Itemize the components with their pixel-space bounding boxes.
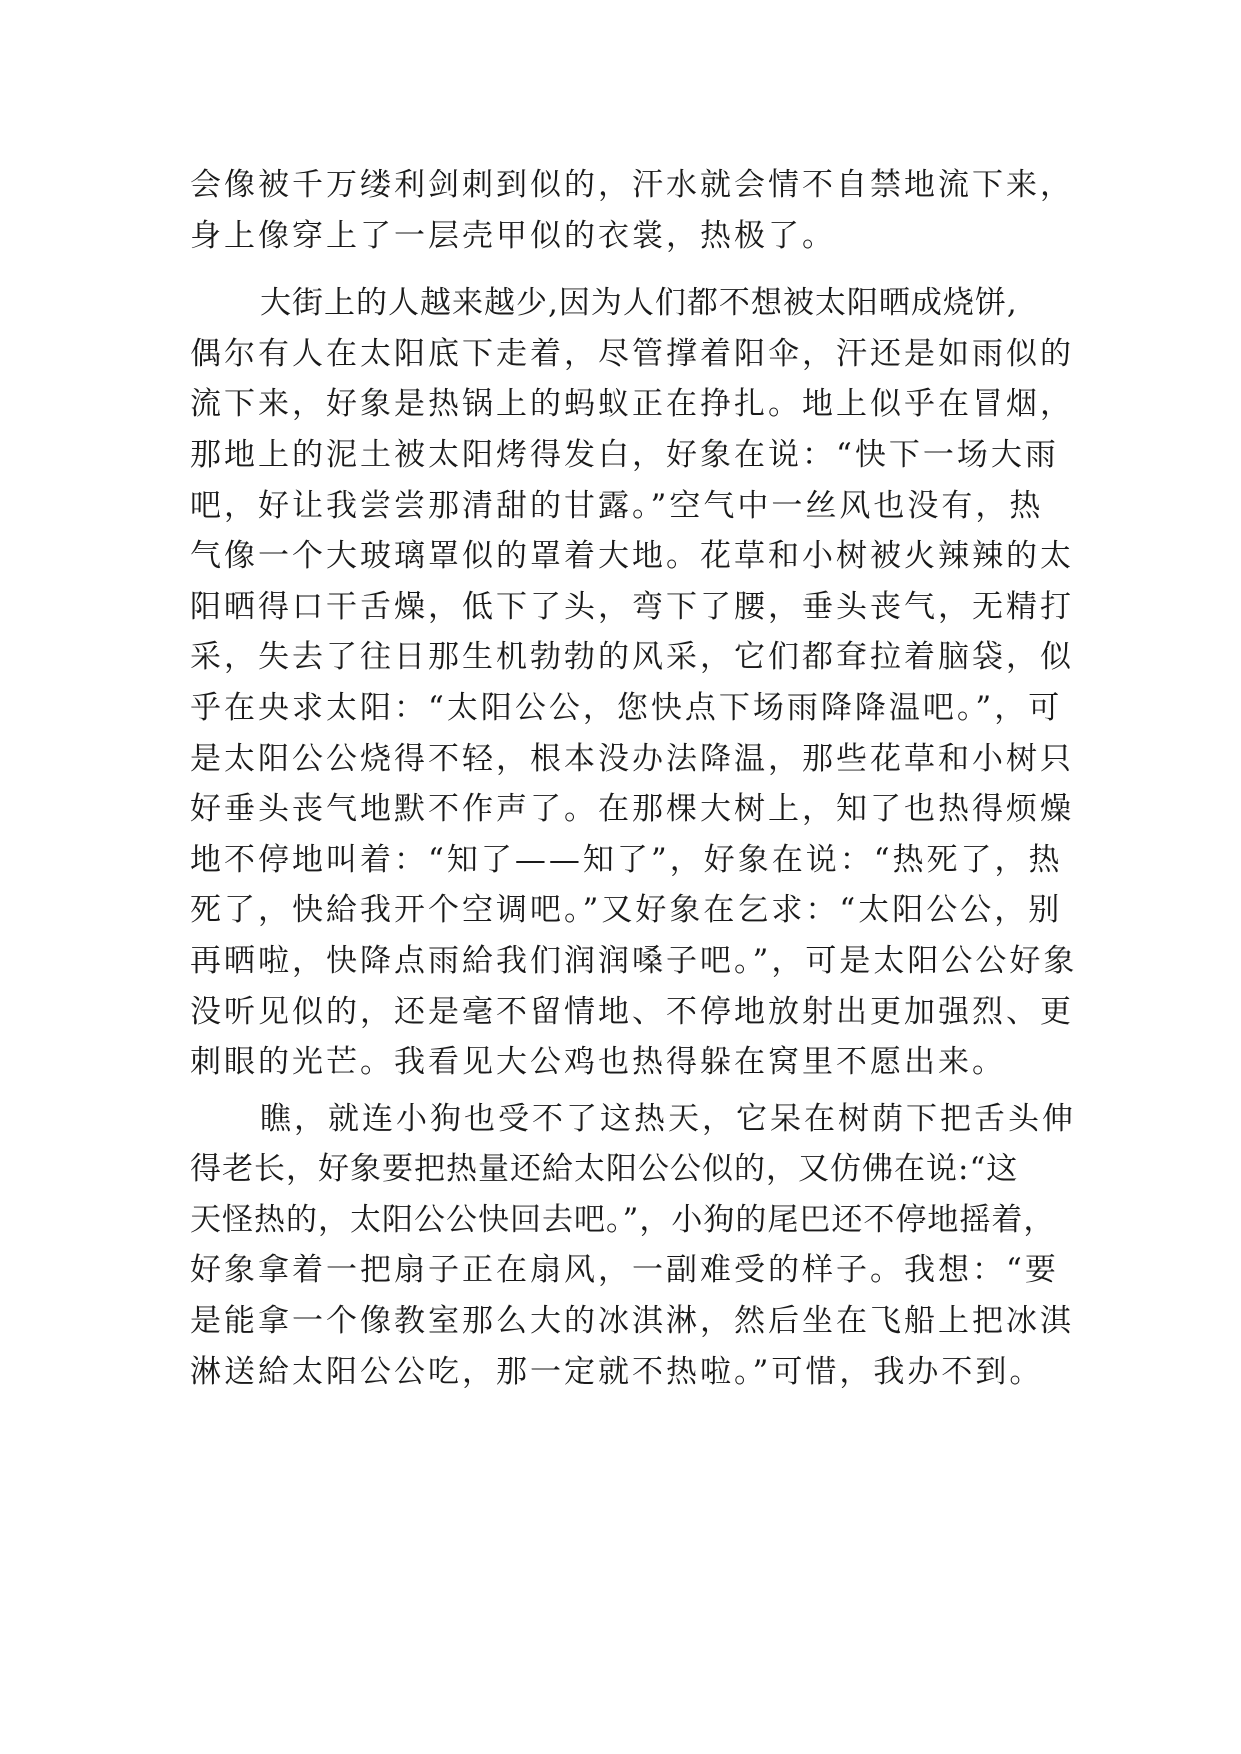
text-line: 没听见似的，还是毫不留情地、不停地放射出更加强烈、更 bbox=[190, 993, 1074, 1030]
text-line: 采，失去了往日那生机勃勃的风采，它们都耷拉着脑袋，似 bbox=[190, 639, 1074, 676]
text-line: 好象拿着一把扇子正在扇风，一副难受的样子。我想：“要 bbox=[190, 1252, 1059, 1289]
text-line: 再晒啦，快降点雨給我们润润嗓子吧。”，可是太阳公公好象 bbox=[190, 942, 1078, 979]
text-line: 身上像穿上了一层壳甲似的衣裳，热极了。 bbox=[190, 217, 836, 254]
text-line: 气像一个大玻璃罩似的罩着大地。花草和小树被火辣辣的太 bbox=[190, 538, 1074, 575]
text-line: 瞧，就连小狗也受不了这热天，它呆在树荫下把舌头伸 bbox=[260, 1100, 1076, 1137]
text-line: 乎在央求太阳：“太阳公公，您快点下场雨降降温吧。”，可 bbox=[190, 689, 1063, 726]
text-line: 天怪热的，太阳公公快回去吧。”，小狗的尾巴还不停地摇着， bbox=[190, 1201, 1056, 1238]
text-line: 大街上的人越来越少,因为人们都不想被太阳晒成烧饼, bbox=[260, 285, 1018, 322]
text-line: 流下来，好象是热锅上的蚂蚁正在挣扎。地上似乎在冒烟， bbox=[190, 386, 1074, 423]
text-line: 刺眼的光芒。我看见大公鸡也热得躲在窝里不愿出来。 bbox=[190, 1044, 1006, 1081]
text-line: 吧，好让我尝尝那清甜的甘露。”空气中一丝风也没有，热 bbox=[190, 487, 1044, 524]
text-line: 是能拿一个像教室那么大的冰淇淋，然后坐在飞船上把冰淇 bbox=[190, 1303, 1074, 1340]
text-line: 偶尔有人在太阳底下走着，尽管撑着阳伞，汗还是如雨似的 bbox=[190, 335, 1074, 372]
text-line: 淋送給太阳公公吃，那一定就不热啦。”可惜，我办不到。 bbox=[190, 1353, 1044, 1390]
text-line: 好垂头丧气地默不作声了。在那棵大树上，知了也热得烦燥 bbox=[190, 791, 1074, 828]
paragraph bbox=[190, 160, 1074, 261]
document-body bbox=[190, 160, 1078, 1397]
text-line: 得老长，好象要把热量还給太阳公公似的，又仿佛在说:“这 bbox=[190, 1151, 1019, 1188]
text-line: 地不停地叫着：“知了——知了”，好象在说：“热死了，热 bbox=[190, 841, 1063, 878]
text-line: 会像被千万缕利剑刺到似的，汗水就会情不自禁地流下来， bbox=[190, 167, 1074, 203]
text-line: 是太阳公公烧得不轻，根本没办法降温，那些花草和小树只 bbox=[190, 740, 1074, 777]
paragraph bbox=[190, 1094, 1076, 1398]
paragraph bbox=[190, 278, 1078, 1088]
text-line: 那地上的泥土被太阳烤得发白，好象在说：“快下一场大雨 bbox=[190, 436, 1059, 473]
text-line: 阳晒得口干舌燥，低下了头，弯下了腰，垂头丧气，无精打 bbox=[190, 588, 1074, 625]
text-line: 死了，快給我开个空调吧。”又好象在乞求：“太阳公公，别 bbox=[190, 892, 1063, 929]
